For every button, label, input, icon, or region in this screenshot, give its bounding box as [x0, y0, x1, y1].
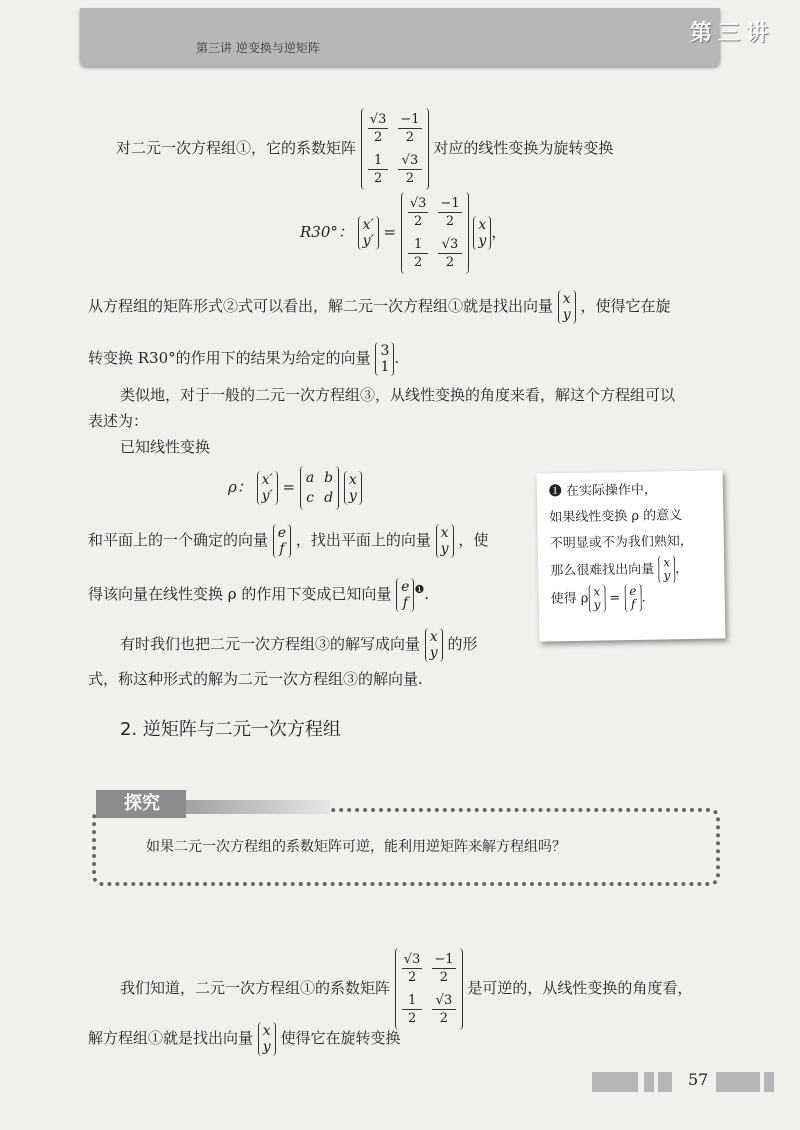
- explore-question: 如果二元一次方程组的系数矩阵可逆，能利用逆矩阵来解方程组吗？: [146, 839, 566, 855]
- paragraph-5: 已知线性变换: [120, 438, 211, 456]
- page-number: 57: [688, 1070, 709, 1089]
- page-header: [80, 8, 720, 66]
- paragraph-6: 和平面上的一个确定的向量 e f ，找出平面上的向量 x y ，使: [88, 525, 489, 557]
- vector-3-1: 3 1: [375, 342, 394, 376]
- footer-decor-bar: [592, 1072, 638, 1092]
- paragraph-1: 对二元一次方程组①，它的系数矩阵 $\frac{√3}{2}$ $\frac{-1}{2}$ $\frac{1}{2}$ $\frac{√3}{2}$ 对应的线性变换为旋转变换: [116, 108, 613, 190]
- paragraph-2: 从方程组的矩阵形式②式可以看出，解二元一次方程组①就是找出向量 x y ，使得它在旋: [88, 291, 671, 323]
- paragraph-7: 得该向量在线性变换 ρ 的作用下变成已知向量 e $f^❶$.: [88, 579, 430, 611]
- section-title: 2. 逆矩阵与二元一次方程组: [120, 719, 341, 740]
- footnote-marker: ❶: [414, 583, 425, 596]
- paragraph-11: 解方程组①就是找出向量 x y 使得它在旋转变换: [88, 1023, 401, 1055]
- side-note-card: ❶ 在实际操作中， 如果线性变换 ρ 的意义 不明显或不为我们熟知， 那么很难找出向量 x y ， 使得 ρ x y = e f .: [537, 470, 726, 641]
- coefficient-matrix-2: $\frac{√3}{2}$ $\frac{-1}{2}$ $\frac{1}{2}$ $\frac{√3}{2}$: [395, 948, 463, 1030]
- paragraph-10: 我们知道，二元一次方程组①的系数矩阵 $\frac{√3}{2}$ $\frac{-1}{2}$ $\frac{1}{2}$ $\frac{√3}{2}$ 是可逆的，从线性变换的角度看，: [120, 948, 692, 1030]
- vector-x-y: x y: [558, 290, 576, 324]
- coefficient-matrix: $\frac{√3}{2}$ $\frac{-1}{2}$ $\frac{1}{2}$ $\frac{√3}{2}$: [361, 108, 429, 190]
- paragraph-3: 转变换 R30°的作用下的结果为给定的向量 3 1 .: [88, 343, 400, 375]
- vector-xp-yp: x′ y′: [358, 216, 379, 250]
- rho-equation: ρ： x′ y′ = a b c d x y: [228, 466, 362, 510]
- paragraph-8: 有时我们也把二元一次方程组③的解写成向量 x y 的形: [120, 629, 478, 661]
- paragraph-9: 式，称这种形式的解为二元一次方程组③的解向量.: [88, 670, 423, 688]
- explore-header-bar: [170, 800, 330, 814]
- explore-tag: 探究: [96, 790, 186, 818]
- rotation-equation: R30°： x′ y′ = $\frac{√3}{2}$ $\frac{-1}{2}$ $\frac{1}{2}$ $\frac{√3}{2}$ x y ，: [300, 192, 506, 274]
- footer-decor-bar: [764, 1072, 774, 1092]
- vector-x-y: x y: [473, 216, 491, 250]
- rotation-matrix: $\frac{√3}{2}$ $\frac{-1}{2}$ $\frac{1}{2}$ $\frac{√3}{2}$: [401, 192, 469, 274]
- header-lecture-label: 第三讲: [689, 21, 774, 46]
- paragraph-4-line1: 类似地，对于一般的二元一次方程组③，从线性变换的角度来看，解这个方程组可以: [120, 386, 676, 404]
- footer-decor-bar: [658, 1072, 672, 1092]
- footer-decor-bar: [716, 1072, 760, 1092]
- paragraph-4-line2: 表述为：: [88, 412, 149, 430]
- footer-decor-bar: [644, 1072, 654, 1092]
- rho-matrix: a b c d: [300, 466, 339, 510]
- header-title: 第三讲 逆变换与逆矩阵: [196, 41, 320, 55]
